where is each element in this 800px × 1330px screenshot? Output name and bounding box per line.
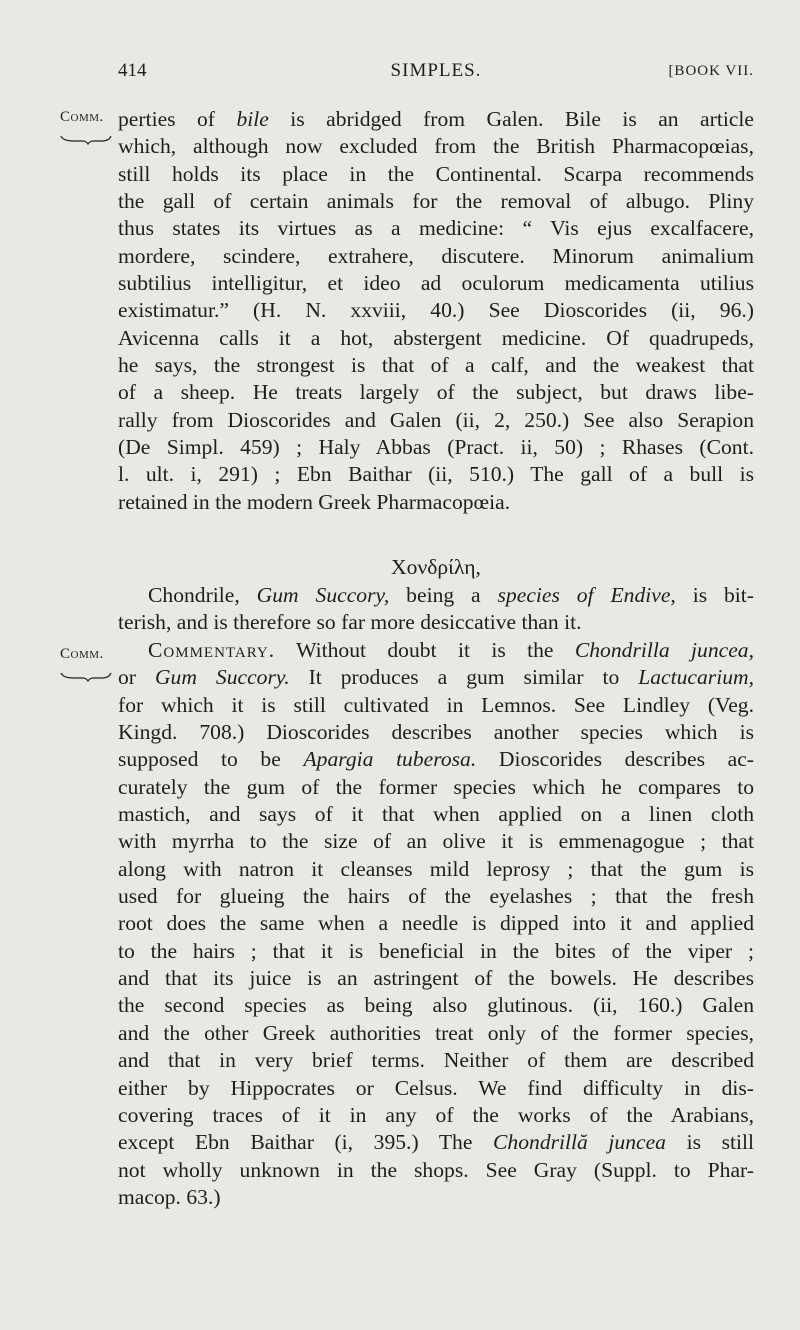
para3-line: along with natron it cleanses mild leprosy ; that the gum is xyxy=(118,856,754,881)
para3-line: not wholly unknown in the shops. See Gray (Suppl. to Phar- xyxy=(118,1157,754,1182)
para3-line: used for glueing the hairs of the eyelashes ; that the fresh xyxy=(118,884,754,909)
para1-line: retained in the modern Greek Pharmacopœia. xyxy=(118,489,511,514)
paragraph-bile xyxy=(118,106,754,516)
para3-line: macop. 63.) xyxy=(118,1184,221,1209)
section-heading-greek: Χονδρίλη, xyxy=(391,555,481,579)
para1-line: l. ult. i, 291) ; Ebn Baithar (ii, 510.) The gall of a bull is xyxy=(118,462,754,487)
para3-line: except Ebn Baithar (i, 395.) The Chondrillă juncea is still xyxy=(118,1130,754,1155)
para3-line: Kingd. 708.) Dioscorides describes another species which is xyxy=(118,720,754,745)
para1-line: perties of bile is abridged from Galen. Bile is an article xyxy=(118,107,754,131)
commentary-first-line: Commentary. Without doubt it is the Chondrilla juncea, xyxy=(148,638,754,662)
para3-line: mastich, and says of it that when applied on a linen cloth xyxy=(118,802,754,827)
para1-line: which, although now excluded from the British Pharmacopœias, xyxy=(118,134,754,159)
para1-line: he says, the strongest is that of a calf, and the weakest that xyxy=(118,353,754,378)
margin-note-comm-1: Comm. xyxy=(60,109,104,125)
margin-brace-2-icon xyxy=(60,672,112,682)
commentary-label: Commentary. xyxy=(148,638,276,662)
para3-line: covering traces of it in any of the works of the Arabians, xyxy=(118,1102,754,1127)
para1-line: (De Simpl. 459) ; Haly Abbas (Pract. ii, 50) ; Rhases (Cont. xyxy=(118,435,754,460)
para3-line: curately the gum of the former species which he compares to xyxy=(118,774,754,799)
paragraph-chondrile xyxy=(118,582,754,637)
para1-line: rally from Dioscorides and Galen (ii, 2, 250.) See also Serapion xyxy=(118,407,754,432)
para1-line: still holds its place in the Continental. Scarpa recommends xyxy=(118,161,754,186)
para3-line: and the other Greek authorities treat only of the former species, xyxy=(118,1020,754,1045)
para1-line: subtilius intelligitur, et ideo ad oculorum medicamenta utilius xyxy=(118,271,754,296)
margin-note-comm-2: Comm. xyxy=(60,646,104,662)
para1-line: mordere, scindere, extrahere, discutere. Minorum animalium xyxy=(118,243,754,268)
commentary-block xyxy=(118,637,754,1211)
para3-line: supposed to be Apargia tuberosa. Dioscorides describes ac- xyxy=(118,747,754,772)
margin-brace-1-icon xyxy=(60,135,112,145)
para1-line: thus states its virtues as a medicine: “ Vis ejus excalfacere, xyxy=(118,216,754,241)
para1-line: Avicenna calls it a hot, abstergent medicine. Of quadrupeds, xyxy=(118,325,754,350)
running-head xyxy=(118,60,754,88)
para2-line: terish, and is therefore so far more desiccative than it. xyxy=(118,610,582,635)
para3-line: root does the same when a needle is dipped into it and applied xyxy=(118,911,754,936)
para1-line: of a sheep. He treats largely of the subject, but draws libe- xyxy=(118,380,754,405)
para3-line: for which it is still cultivated in Lemnos. See Lindley (Veg. xyxy=(118,692,754,717)
para2-line: Chondrile, Gum Succory, being a species of Endive, is bit- xyxy=(148,583,754,607)
para3-line: either by Hippocrates or Celsus. We find difficulty in dis- xyxy=(118,1075,754,1100)
page-number: 414 xyxy=(118,60,147,81)
section-heading-block xyxy=(118,554,754,581)
para3-line: and that in very brief terms. Neither of them are described xyxy=(118,1048,754,1073)
para1-line: existimatur.” (H. N. xxviii, 40.) See Dioscorides (ii, 96.) xyxy=(118,298,754,323)
para1-line: the gall of certain animals for the removal of albugo. Pliny xyxy=(118,189,754,214)
running-title: SIMPLES. xyxy=(390,60,482,81)
para3-line: with myrrha to the size of an olive it is emmenagogue ; that xyxy=(118,829,754,854)
para3-line: or Gum Succory. It produces a gum similar to Lactucarium, xyxy=(118,665,754,690)
para3-line: the second species as being also glutinous. (ii, 160.) Galen xyxy=(118,993,754,1018)
para3-line: and that its juice is an astringent of the bowels. He describes xyxy=(118,966,754,991)
para3-line: to the hairs ; that it is beneficial in the bites of the viper ; xyxy=(118,938,754,963)
book-label: [BOOK VII. xyxy=(668,63,754,79)
